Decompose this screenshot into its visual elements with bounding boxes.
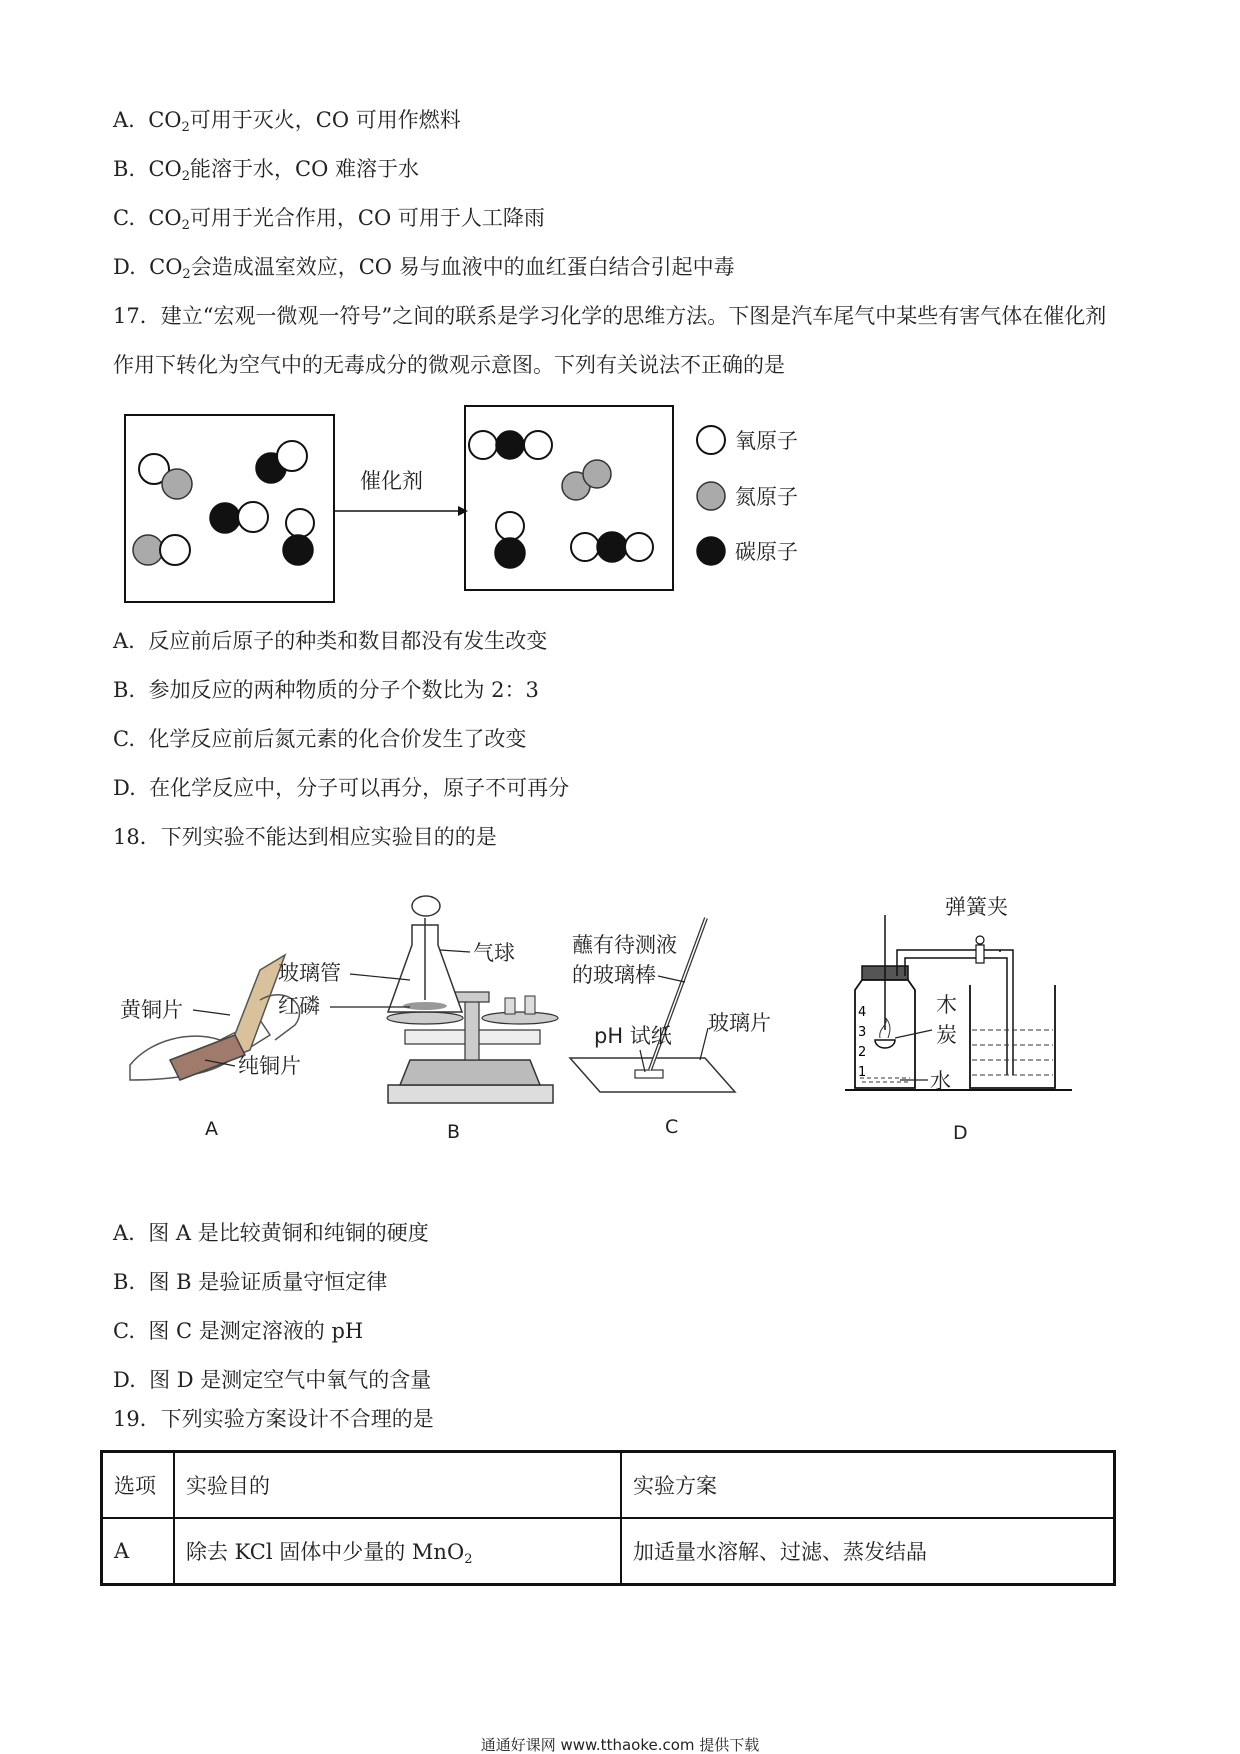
svg-text:红磷: 红磷 [278,994,320,1018]
panel-b-caption: B [447,1121,461,1143]
table-row [102,1518,1115,1585]
table-header-cell: 选项 [102,1452,175,1519]
svg-text:蘸有待测液: 蘸有待测液 [572,933,677,957]
q17-option-c: C. 化学反应前后氮元素的化合价发生了改变 [113,727,527,751]
q17-option-a: A. 反应前后原子的种类和数目都没有发生改变 [113,629,548,653]
q18-option-c: C. 图 C 是测定溶液的 pH [113,1319,364,1343]
svg-text:pH 试纸: pH 试纸 [594,1024,672,1048]
svg-text:弹簧夹: 弹簧夹 [945,895,1008,919]
svg-text:1: 1 [858,1065,867,1080]
q17-stem-line2: 作用下转化为空气中的无毒成分的微观示意图。下列有关说法不正确的是 [113,353,785,377]
svg-text:氧原子: 氧原子 [735,429,798,453]
table-header-row [102,1452,1115,1519]
svg-text:木: 木 [936,993,957,1017]
svg-text:2: 2 [858,1045,867,1060]
legend-oxygen [697,426,798,454]
table-cell-option: A [102,1518,175,1585]
product-molecules [469,431,653,568]
q19-stem: 19．下列实验方案设计不合理的是 [113,1407,434,1431]
panel-d-caption: D [953,1122,968,1144]
svg-text:纯铜片: 纯铜片 [238,1054,301,1078]
svg-text:4: 4 [858,1005,867,1020]
table-cell-plan: 加适量水溶解、过滤、蒸发结晶 [621,1518,1115,1585]
q17-option-d: D. 在化学反应中，分子可以再分，原子不可再分 [113,776,570,800]
svg-text:炭: 炭 [936,1023,957,1047]
q18-option-b: B. 图 B 是验证质量守恒定律 [113,1270,388,1294]
reactant-molecules [133,441,314,565]
q18-apparatus-figure [110,890,1100,1150]
table-header-cell: 实验方案 [621,1452,1115,1519]
svg-text:气球: 气球 [473,941,515,965]
balance-base [388,1085,553,1103]
q17-molecule-diagram [120,405,840,605]
q16-option-a: A. $CO_2$可用于灭火，CO 可用作燃料 [113,108,461,135]
q18-option-a: A. 图 A 是比较黄铜和纯铜的硬度 [113,1221,429,1245]
q18-option-d: D. 图 D 是测定空气中氧气的含量 [113,1368,432,1392]
table-cell-purpose: 除去 KCl 固体中少量的 MnO$_2$ [174,1518,621,1585]
svg-text:水: 水 [930,1069,951,1093]
q17-option-b: B. 参加反应的两种物质的分子个数比为 2：3 [113,678,539,702]
svg-text:碳原子: 碳原子 [735,540,798,564]
legend-nitrogen [697,482,798,510]
svg-text:氮原子: 氮原子 [735,485,798,509]
nitrogen-atom-icon [697,482,725,510]
svg-text:玻璃管: 玻璃管 [278,961,341,985]
balloon-icon [412,896,440,916]
q16-option-d: D. $CO_2$会造成温室效应，CO 易与血液中的血红蛋白结合引起中毒 [113,255,735,282]
carbon-atom-icon [697,537,725,565]
spring-clip-icon [976,945,984,963]
catalyst-label: 催化剂 [360,469,423,493]
panel-c-ph-test [570,918,771,1138]
panel-a-hardness [120,955,301,1140]
svg-text:玻璃片: 玻璃片 [708,1011,771,1035]
legend-carbon [697,537,798,565]
q16-option-b: B. $CO_2$能溶于水，CO 难溶于水 [113,157,420,184]
q17-stem-line1: 17．建立“宏观一微观一符号”之间的联系是学习化学的思维方法。下图是汽车尾气中某些有害气体在催化剂 [113,304,1107,328]
q16-option-c: C. $CO_2$可用于光合作用，CO 可用于人工降雨 [113,206,545,233]
table-header-cell: 实验目的 [174,1452,621,1519]
panel-c-caption: C [665,1116,679,1138]
panel-a-caption: A [205,1118,218,1140]
page-footer: 通通好课网 www.tthaoke.com 提供下载 [480,1736,760,1754]
q18-stem: 18．下列实验不能达到相应实验目的的是 [113,825,497,849]
panel-d-oxygen-content [845,895,1072,1144]
oxygen-atom-icon [697,426,725,454]
svg-text:的玻璃棒: 的玻璃棒 [572,963,656,987]
panel-b-mass-conservation [278,896,558,1143]
ph-paper-icon [635,1070,663,1078]
svg-text:黄铜片: 黄铜片 [120,998,183,1022]
q19-table [100,1450,1116,1586]
svg-text:3: 3 [858,1025,867,1040]
